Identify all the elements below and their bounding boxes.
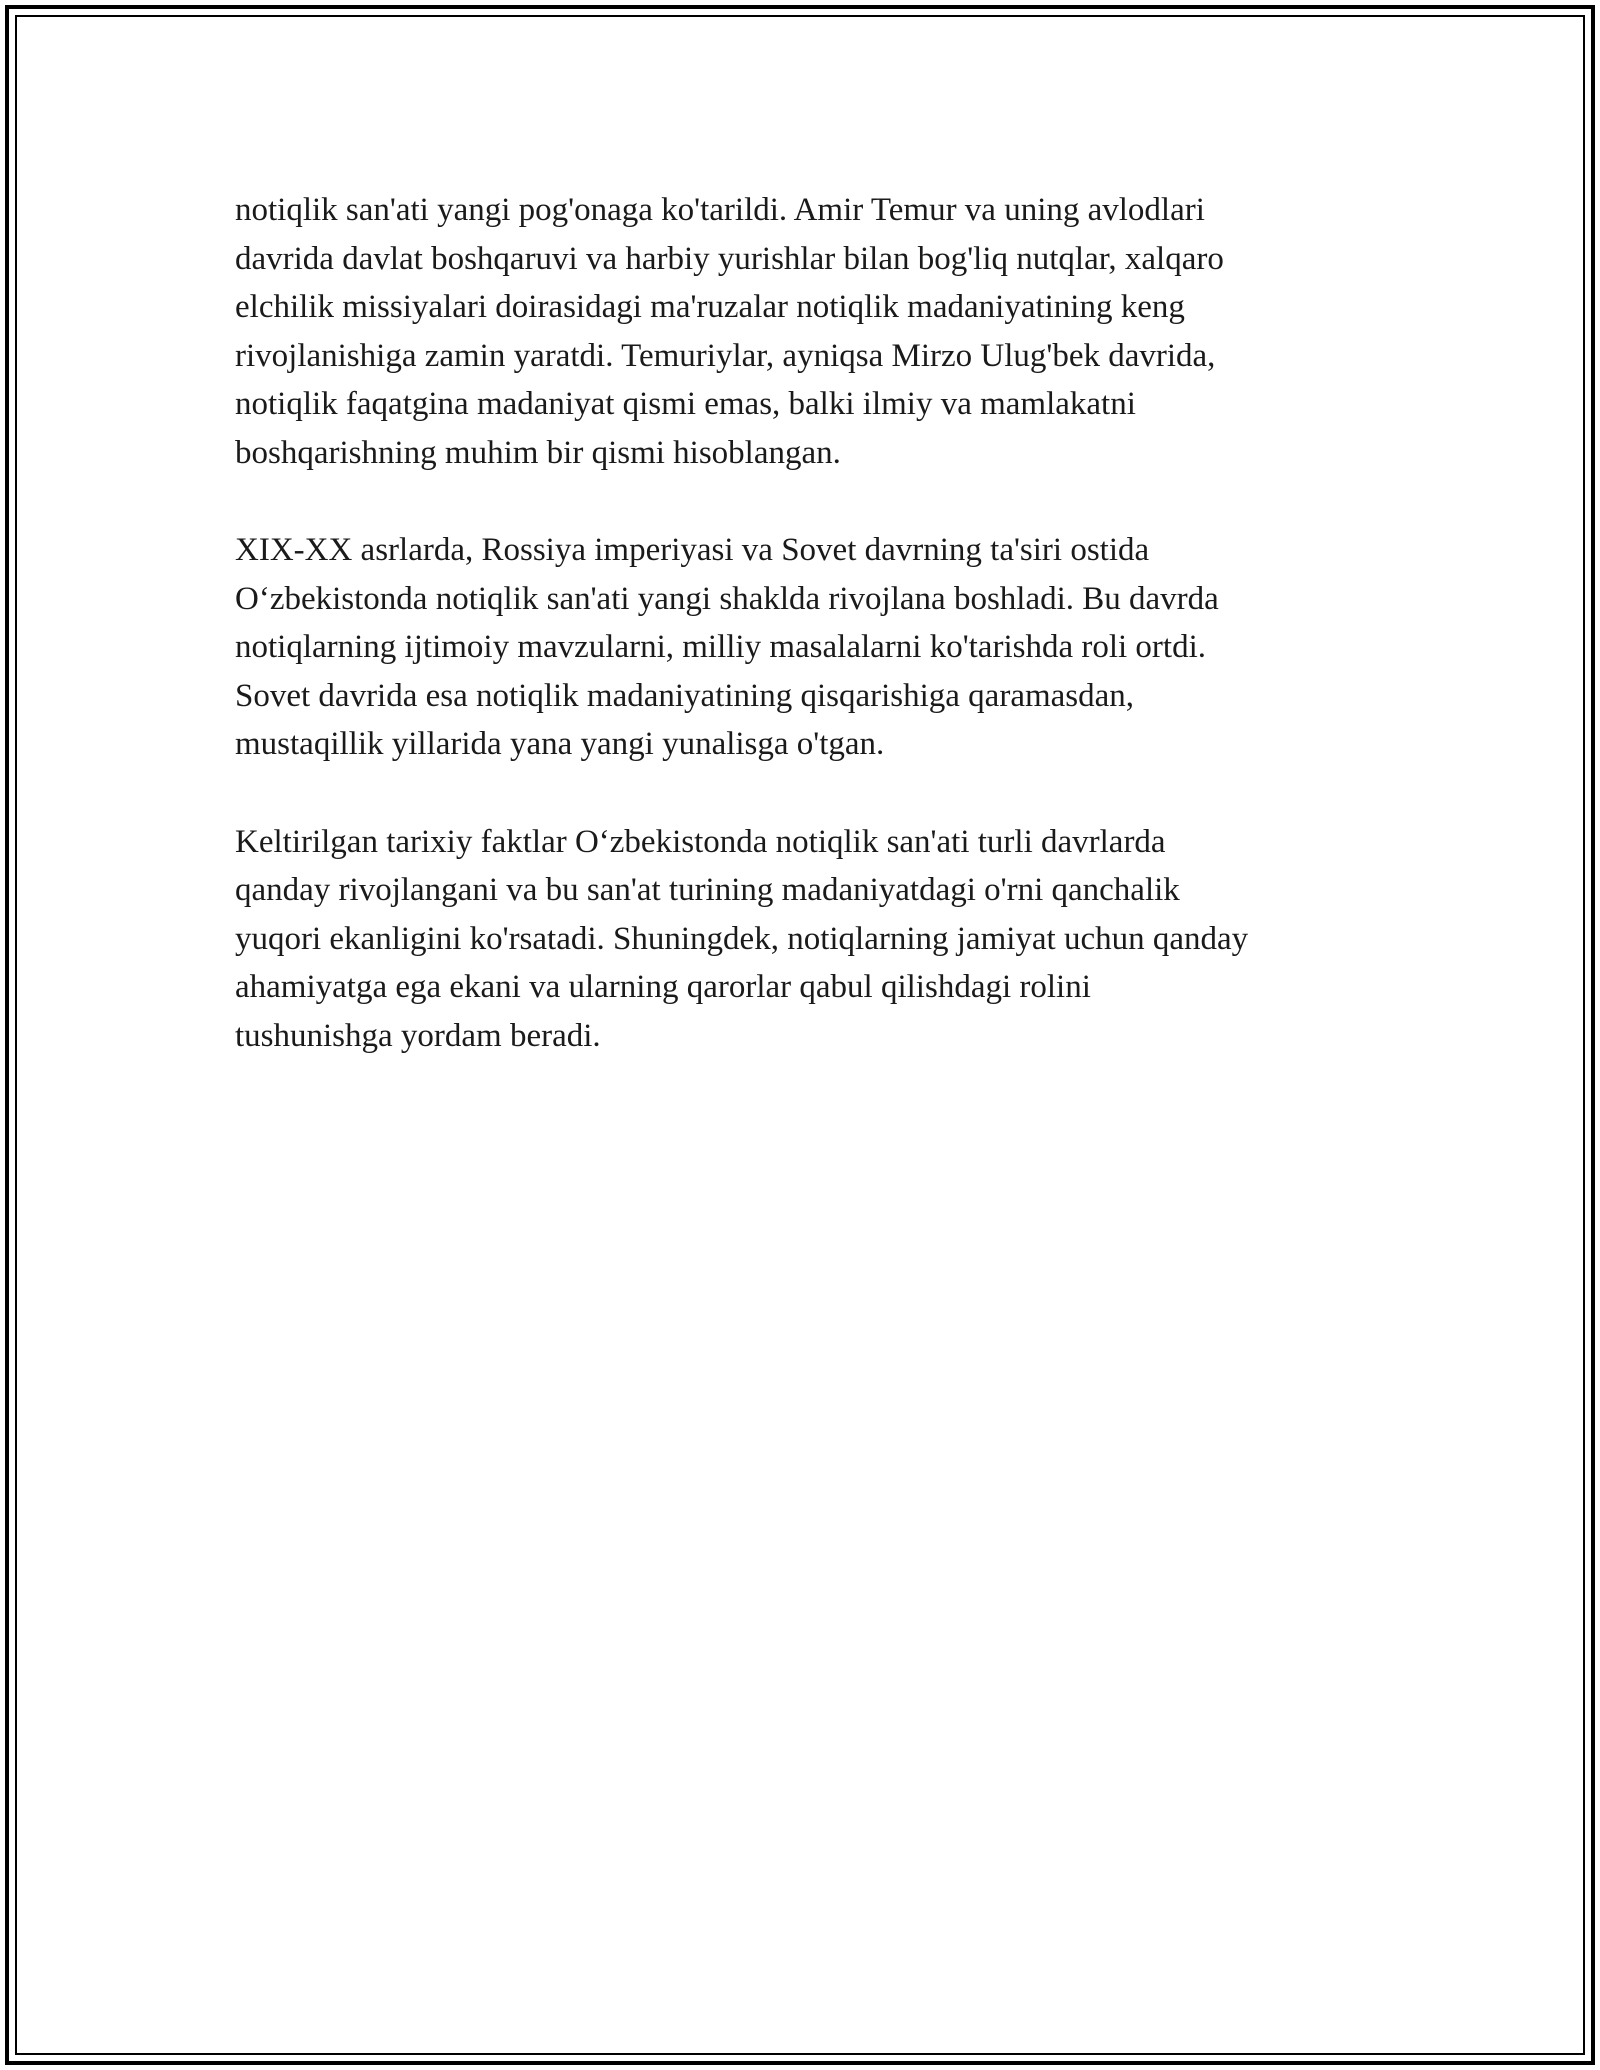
paragraph-1: notiqlik san'ati yangi pog'onaga ko'tarildi. Amir Temur va uning avlodlari davrida davlat boshqaruvi va harbiy yurishlar bilan bog'liq nutqlar, xalqaro elchilik missiyalari doirasidagi ma'ruzalar notiqlik madaniyatining keng rivojlanishiga zamin yaratdi. Temuriylar, ayniqsa Mirzo Ulug'bek davrida, notiqlik faqatgina madaniyat qismi emas, balki ilmiy va mamlakatni boshqarishning muhim bir qismi hisoblangan. [235, 192, 1224, 471]
paragraph-3: Keltirilgan tarixiy faktlar O‘zbekistonda notiqlik san'ati turli davrlarda qanday rivojlangani va bu san'at turining madaniyatdagi o'rni qanchalik yuqori ekanligini ko'rsatadi. Shuningdek, notiqlarning jamiyat uchun qanday ahamiyatga ega ekani va ularning qarorlar qabul qilishdagi rolini tushunishga yordam beradi. [235, 823, 1249, 1054]
paragraph-2: XIX-XX asrlarda, Rossiya imperiyasi va Sovet davrning ta'siri ostida O‘zbekistonda notiqlik san'ati yangi shaklda rivojlana boshladi. Bu davrda notiqlarning ijtimoiy mavzularni, milliy masalalarni ko'tarishda roli ortdi. Sovet davrida esa notiqlik madaniyatining qisqarishiga qaramasdan, mustaqillik yillarida yana yangi yunalisga o'tgan. [235, 532, 1219, 762]
document-body [235, 186, 1395, 1109]
